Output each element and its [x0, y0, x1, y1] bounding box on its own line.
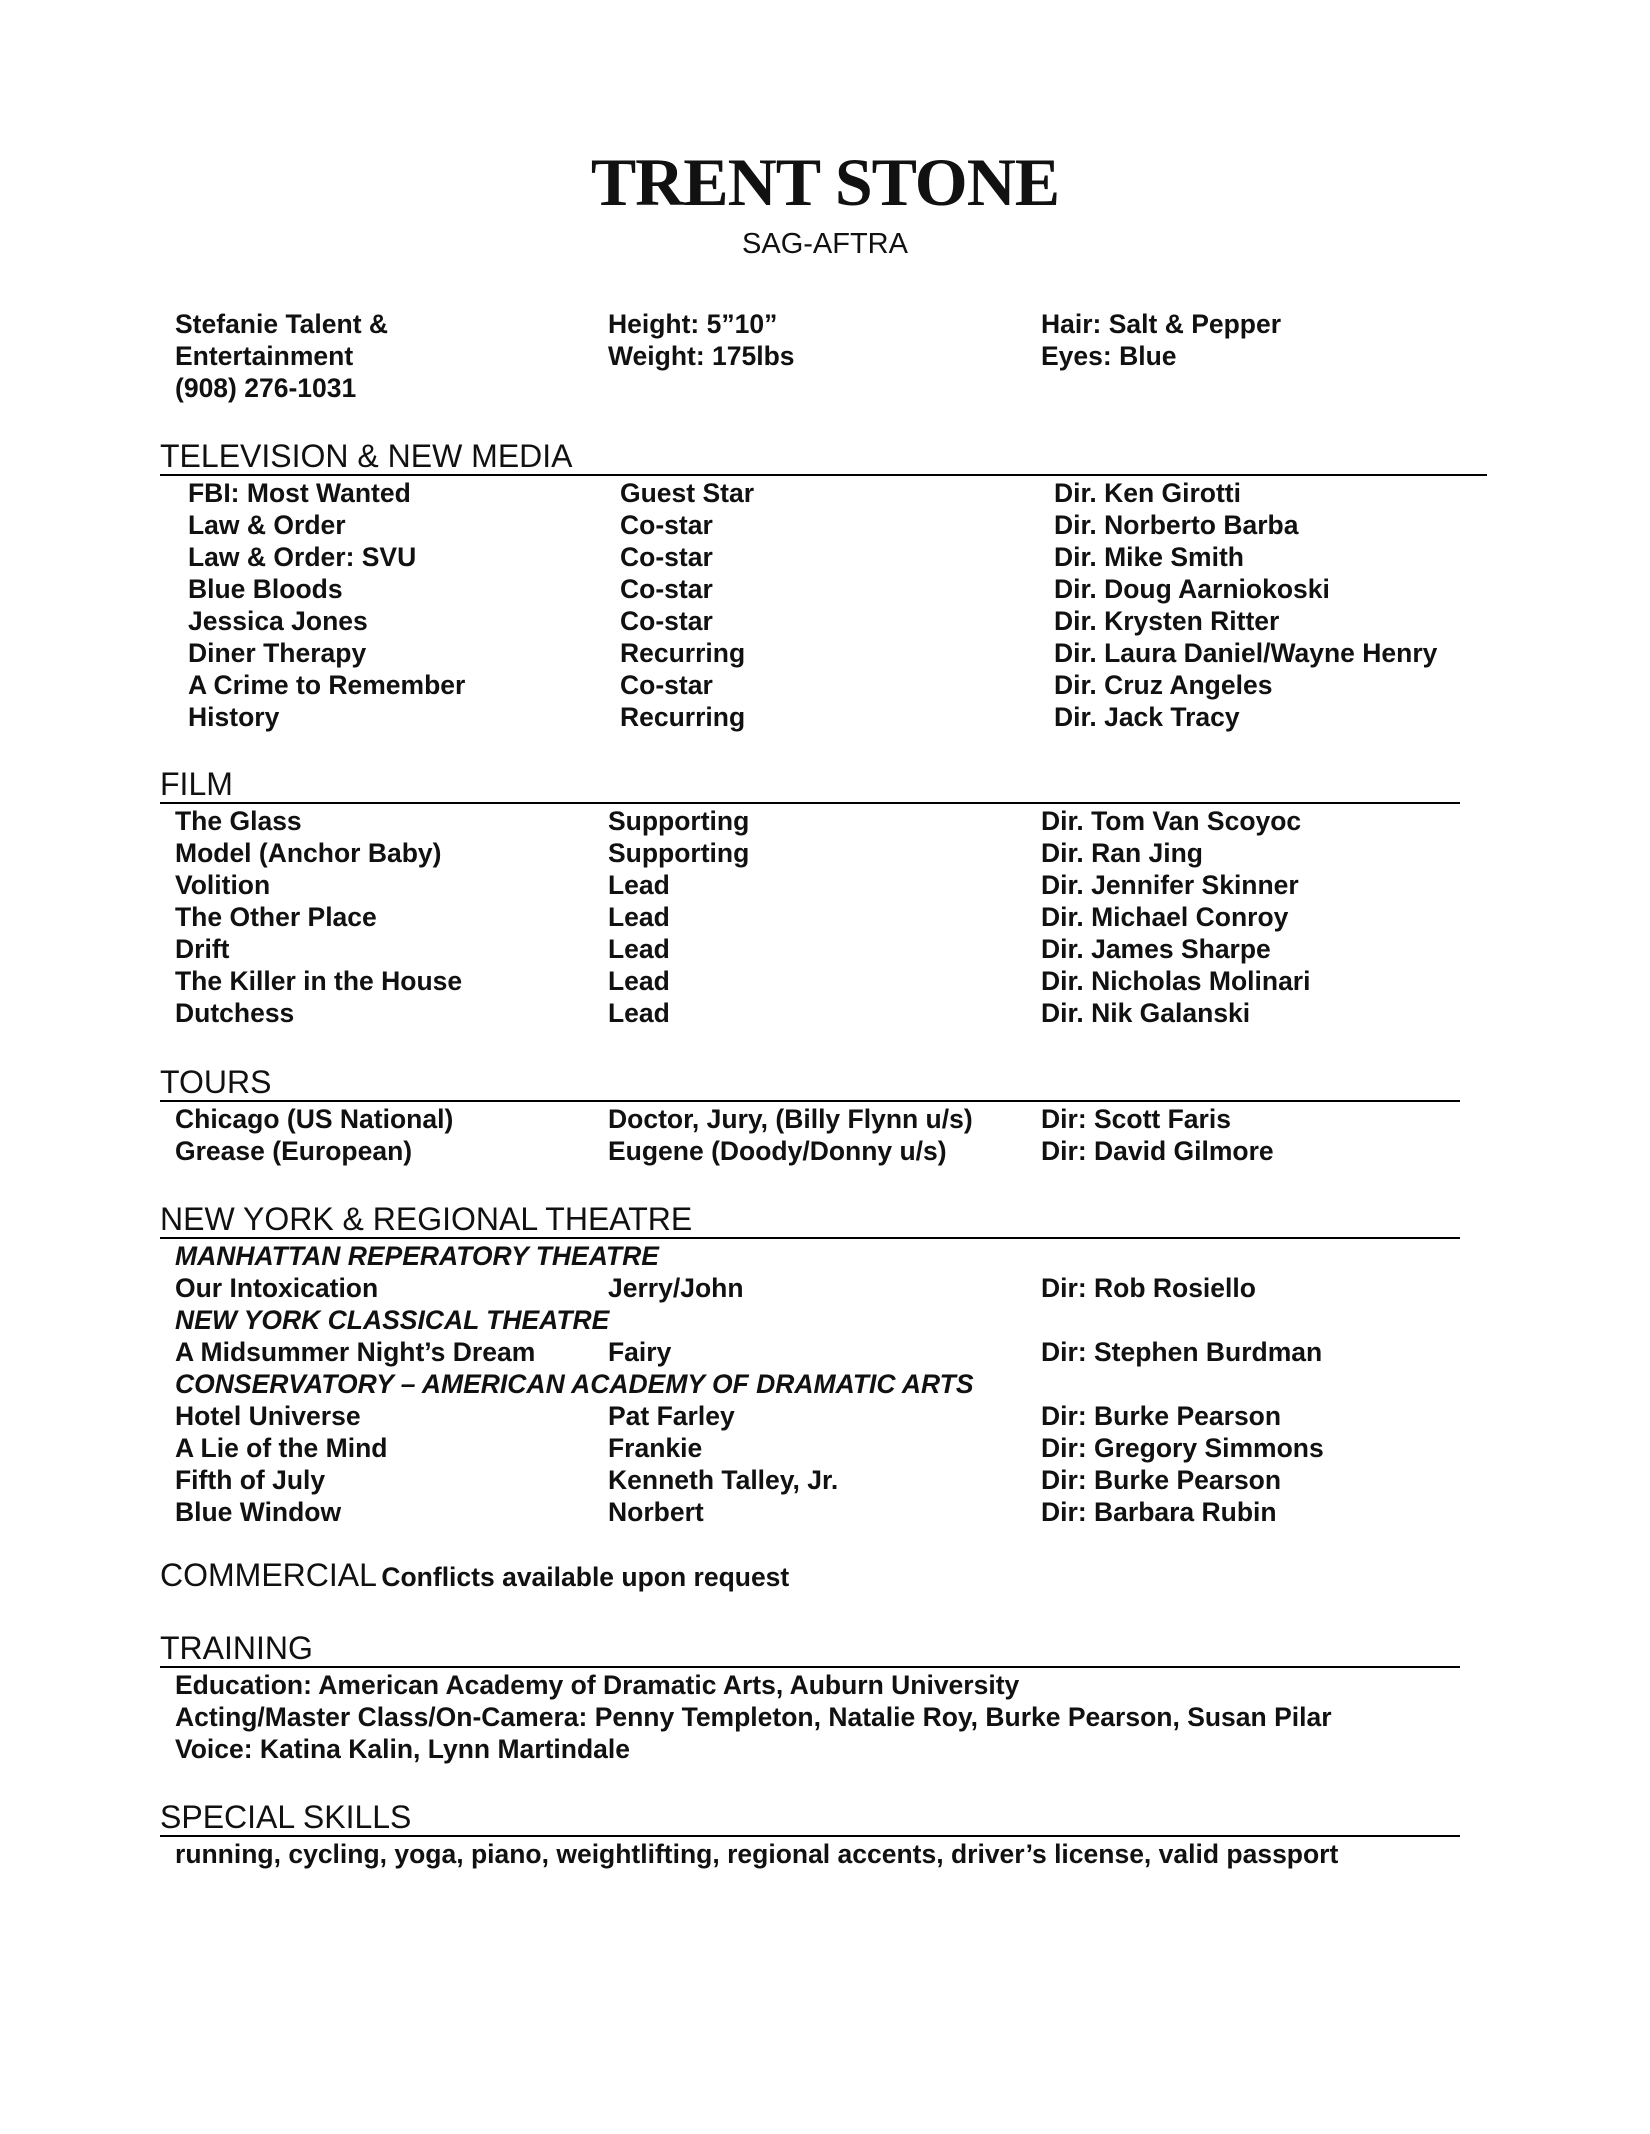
- credit-title: Grease (European): [175, 1136, 413, 1166]
- section-title-training: TRAINING: [160, 1630, 313, 1666]
- section-title-film: FILM: [160, 766, 233, 802]
- theatre-company: CONSERVATORY – AMERICAN ACADEMY OF DRAMATIC ARTS: [175, 1369, 974, 1399]
- training-list: [175, 1669, 1332, 1765]
- credit-title: Volition: [175, 870, 271, 900]
- training-education: Education: American Academy of Dramatic Arts, Auburn University: [175, 1670, 1020, 1700]
- credit-director: Dir. Jack Tracy: [1054, 702, 1240, 732]
- credit-role: Guest Star: [620, 478, 755, 508]
- section-rule: [160, 802, 1460, 804]
- height: Height: 5”10”: [608, 309, 778, 339]
- agency-name-line2: Entertainment: [175, 341, 354, 371]
- credit-director: Dir. James Sharpe: [1041, 934, 1271, 964]
- credit-director: Dir. Norberto Barba: [1054, 510, 1299, 540]
- credit-director: Dir. Tom Van Scoyoc: [1041, 806, 1302, 836]
- credit-role: Pat Farley: [608, 1401, 735, 1431]
- credit-role: Recurring: [620, 638, 746, 668]
- section-title-skills: SPECIAL SKILLS: [160, 1799, 412, 1835]
- credit-title: Blue Bloods: [188, 574, 343, 604]
- credit-title: Fifth of July: [175, 1465, 326, 1495]
- credit-director: Dir. Mike Smith: [1054, 542, 1244, 572]
- credit-director: Dir. Michael Conroy: [1041, 902, 1289, 932]
- credit-director: Dir: Scott Faris: [1041, 1104, 1231, 1134]
- credit-title: Law & Order: [188, 510, 346, 540]
- credit-role: Doctor, Jury, (Billy Flynn u/s): [608, 1104, 973, 1134]
- credit-role: Jerry/John: [608, 1273, 744, 1303]
- credit-title: Law & Order: SVU: [188, 542, 417, 572]
- credit-title: A Lie of the Mind: [175, 1433, 388, 1463]
- credit-role: Co-star: [620, 574, 713, 604]
- section-rule: [160, 1237, 1460, 1239]
- credit-role: Lead: [608, 934, 670, 964]
- body-stats: [608, 308, 795, 372]
- union-affiliation: SAG-AFTRA: [742, 228, 908, 260]
- eye-color: Eyes: Blue: [1041, 341, 1177, 371]
- credit-title: The Glass: [175, 806, 302, 836]
- credit-title: A Crime to Remember: [188, 670, 466, 700]
- credit-director: Dir: Burke Pearson: [1041, 1465, 1282, 1495]
- agency-phone: (908) 276-1031: [175, 373, 357, 403]
- section-rule: [160, 1835, 1460, 1837]
- credit-role: Supporting: [608, 838, 750, 868]
- credit-role: Fairy: [608, 1337, 672, 1367]
- credit-role: Norbert: [608, 1497, 704, 1527]
- credit-director: Dir. Krysten Ritter: [1054, 606, 1280, 636]
- weight: Weight: 175lbs: [608, 341, 795, 371]
- credit-director: Dir: Rob Rosiello: [1041, 1273, 1256, 1303]
- credit-director: Dir. Nicholas Molinari: [1041, 966, 1311, 996]
- section-title-theatre: NEW YORK & REGIONAL THEATRE: [160, 1201, 693, 1237]
- credit-director: Dir: Stephen Burdman: [1041, 1337, 1323, 1367]
- section-rule: [160, 1100, 1460, 1102]
- credit-title: The Other Place: [175, 902, 377, 932]
- credit-director: Dir. Cruz Angeles: [1054, 670, 1273, 700]
- credit-director: Dir. Ken Girotti: [1054, 478, 1241, 508]
- credit-title: Drift: [175, 934, 230, 964]
- credit-title: Diner Therapy: [188, 638, 367, 668]
- credit-director: Dir: David Gilmore: [1041, 1136, 1274, 1166]
- section-rule: [160, 474, 1487, 476]
- credit-role: Eugene (Doody/Donny u/s): [608, 1136, 947, 1166]
- credit-title: Chicago (US National): [175, 1104, 454, 1134]
- credit-title: Jessica Jones: [188, 606, 368, 636]
- section-title-tours: TOURS: [160, 1064, 272, 1100]
- credit-title: Blue Window: [175, 1497, 342, 1527]
- credit-director: Dir. Nik Galanski: [1041, 998, 1251, 1028]
- credit-role: Co-star: [620, 606, 713, 636]
- credit-director: Dir: Barbara Rubin: [1041, 1497, 1277, 1527]
- credit-role: Lead: [608, 998, 670, 1028]
- credit-title: History: [188, 702, 280, 732]
- credit-director: Dir: Gregory Simmons: [1041, 1433, 1324, 1463]
- commercial-note: Conflicts available upon request: [381, 1562, 790, 1592]
- credit-title: Our Intoxication: [175, 1273, 379, 1303]
- credit-title: Model (Anchor Baby): [175, 838, 442, 868]
- credit-role: Supporting: [608, 806, 750, 836]
- credit-role: Kenneth Talley, Jr.: [608, 1465, 839, 1495]
- credit-role: Lead: [608, 966, 670, 996]
- section-rule: [160, 1666, 1460, 1668]
- theatre-company: MANHATTAN REPERATORY THEATRE: [175, 1241, 659, 1271]
- credit-role: Frankie: [608, 1433, 703, 1463]
- training-voice: Voice: Katina Kalin, Lynn Martindale: [175, 1734, 630, 1764]
- section-title-television: TELEVISION & NEW MEDIA: [160, 438, 573, 474]
- credit-role: Co-star: [620, 542, 713, 572]
- theatre-company: NEW YORK CLASSICAL THEATRE: [175, 1305, 610, 1335]
- credit-director: Dir. Doug Aarniokoski: [1054, 574, 1330, 604]
- credit-director: Dir. Jennifer Skinner: [1041, 870, 1299, 900]
- credit-role: Recurring: [620, 702, 746, 732]
- credit-title: Hotel Universe: [175, 1401, 361, 1431]
- hair-color: Hair: Salt & Pepper: [1041, 309, 1282, 339]
- credit-title: A Midsummer Night’s Dream: [175, 1337, 536, 1367]
- credit-director: Dir: Burke Pearson: [1041, 1401, 1282, 1431]
- agency-contact: [175, 308, 388, 404]
- commercial-section: [160, 1559, 789, 1591]
- agency-name-line1: Stefanie Talent &: [175, 309, 389, 339]
- section-title-commercial: COMMERCIAL: [160, 1557, 377, 1593]
- credit-director: Dir. Laura Daniel/Wayne Henry: [1054, 638, 1438, 668]
- credit-role: Lead: [608, 902, 670, 932]
- credit-role: Lead: [608, 870, 670, 900]
- credit-title: Dutchess: [175, 998, 295, 1028]
- training-acting: Acting/Master Class/On-Camera: Penny Templeton, Natalie Roy, Burke Pearson, Susan Pilar: [175, 1702, 1332, 1732]
- credit-role: Co-star: [620, 510, 713, 540]
- appearance-stats: [1041, 308, 1281, 372]
- credit-role: Co-star: [620, 670, 713, 700]
- credit-director: Dir. Ran Jing: [1041, 838, 1203, 868]
- credit-title: The Killer in the House: [175, 966, 463, 996]
- skills-text: running, cycling, yoga, piano, weightlifting, regional accents, driver’s license, valid passport: [175, 1839, 1339, 1869]
- credit-title: FBI: Most Wanted: [188, 478, 411, 508]
- skills-list: [175, 1838, 1338, 1870]
- actor-name: TRENT STONE: [590, 144, 1060, 220]
